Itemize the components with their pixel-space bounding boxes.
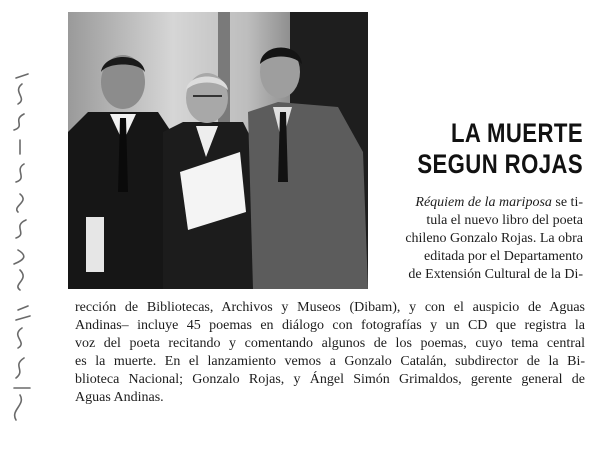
intro-line: de Extensión Cultural de la Di- (408, 267, 583, 282)
body-line: Andinas– incluye 45 poemas en diálogo con fotografías y un CD que registra la (75, 318, 585, 333)
body-line: voz del poeta recitando y comentando algunos de los poemas, cuyo tema central (75, 336, 585, 351)
intro-line: Réquiem de la mariposa se ti- (415, 195, 583, 210)
body-line: rección de Bibliotecas, Archivos y Museos (Dibam), y con el auspicio de Aguas (75, 300, 585, 315)
handwritten-margin-note (6, 70, 40, 430)
intro-line: tula el nuevo libro del poeta (426, 213, 583, 228)
intro-line: chileno Gonzalo Rojas. La obra (405, 231, 583, 246)
body-line: es la muerte. En el lanzamiento vemos a Gonzalo Catalán, subdirector de la Bi- (75, 354, 585, 369)
photo-three-men (68, 12, 368, 289)
article-photo (68, 12, 368, 289)
article-body (75, 299, 585, 407)
headline-line-2: SEGUN ROJAS (417, 149, 583, 179)
handwriting-scribble (6, 70, 40, 430)
body-line: blioteca Nacional; Gonzalo Rojas, y Ángel Simón Grimaldos, gerente general de (75, 372, 585, 387)
article-headline (415, 118, 583, 180)
body-line: Aguas Andinas. (75, 390, 164, 405)
article-intro-column (378, 194, 583, 284)
margin-note-text (40, 70, 41, 71)
headline-line-1: LA MUERTE (450, 118, 583, 148)
intro-line: editada por el Departamento (424, 249, 583, 264)
